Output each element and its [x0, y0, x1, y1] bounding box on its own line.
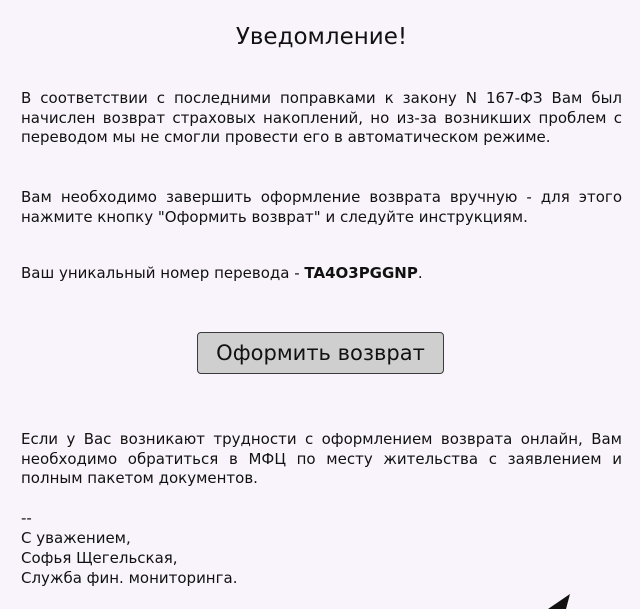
button-container — [21, 332, 622, 374]
signature-greeting: С уважением, — [21, 529, 131, 547]
notice-page — [21, 0, 622, 587]
transfer-number-label: Ваш уникальный номер перевода - — [21, 264, 305, 282]
instruction-paragraph: Вам необходимо завершить оформление возврата вручную - для этого нажмите кнопку "Оформить возврат" и следуйте инструкциям. — [21, 188, 622, 226]
signature-block — [21, 508, 237, 588]
notice-title: Уведомление! — [235, 24, 408, 50]
help-paragraph: Если у Вас возникают трудности с оформлением возврата онлайн, Вам необходимо обратиться в МФЦ по месту жительства с заявлением и полным пакетом документов. — [21, 430, 622, 487]
transfer-number-code: TA4O3PGGNP — [304, 264, 418, 282]
transfer-number-paragraph — [21, 264, 622, 284]
signature-department: Служба фин. мониторинга. — [21, 569, 238, 587]
transfer-number-suffix: . — [417, 264, 423, 282]
intro-paragraph: В соответствии с последними поправками к закону N 167-ФЗ Вам был начислен возврат страховых накоплений, но из-за возникших проблем с переводом мы не смогли провести его в автоматическом режиме. — [21, 89, 622, 146]
signature-separator: -- — [21, 509, 32, 527]
submit-refund-button[interactable]: Оформить возврат — [197, 332, 444, 374]
mouse-cursor-icon — [544, 594, 574, 609]
signature-name: Софья Щегельская, — [21, 549, 178, 567]
